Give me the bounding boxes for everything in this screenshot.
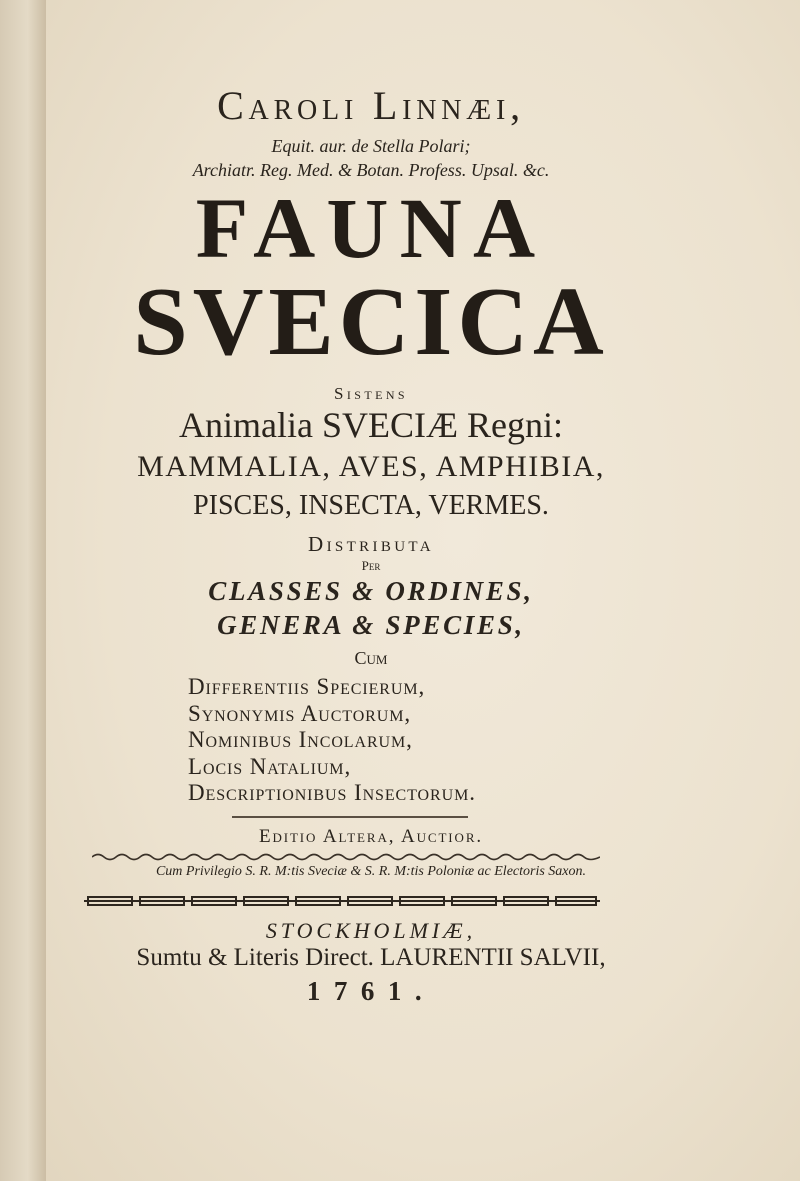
arrangement-line-1: CLASSES & ORDINES, — [208, 576, 534, 606]
per-label: Per — [361, 558, 381, 573]
book-spine-edge — [0, 0, 47, 1181]
sistens-label: Sistens — [334, 384, 408, 403]
author-titles-line-2: Archiatr. Reg. Med. & Botan. Profess. Upsal. &c. — [192, 160, 550, 180]
edition-line: Editio Altera, Auctior. — [258, 826, 484, 847]
author-name: Caroli Linnæi, — [217, 83, 525, 128]
distributa-label: Distributa — [308, 532, 434, 556]
chain-ornament-rule — [84, 894, 600, 908]
contents-list — [188, 674, 608, 807]
imprint-printer: Sumtu & Literis Direct. LAURENTII SALVII, — [136, 944, 606, 971]
arrangement-line-2: GENERA & SPECIES, — [217, 610, 525, 640]
imprint-place: STOCKHOLMIÆ, — [265, 918, 477, 943]
contents-item: Locis Natalium, — [188, 753, 352, 779]
contents-item: Nominibus Incolarum, — [188, 727, 413, 752]
contents-item: Synonymis Auctorum, — [188, 700, 412, 726]
author-titles-line-1: Equit. aur. de Stella Polari; — [271, 136, 471, 156]
contents-item: Descriptionibus Insectorum. — [188, 780, 476, 805]
wavy-ornament-rule — [92, 852, 600, 862]
imprint-year: 1761. — [306, 976, 436, 1006]
title-fauna: FAUNA — [195, 180, 547, 276]
subject-line: Animalia SVECIÆ Regni: — [179, 405, 563, 445]
cum-label: Cum — [354, 648, 388, 668]
divider-rule — [232, 816, 468, 818]
classes-line-1: MAMMALIA, AVES, AMPHIBIA, — [137, 450, 605, 483]
classes-line-2: PISCES, INSECTA, VERMES. — [193, 490, 549, 521]
title-svecica: SVECICA — [133, 268, 609, 376]
privilege-line: Cum Privilegio S. R. M:tis Sveciæ & S. R. M:tis Poloniæ ac Electoris Saxon. — [155, 864, 587, 879]
contents-item: Differentiis Specierum, — [188, 674, 426, 699]
